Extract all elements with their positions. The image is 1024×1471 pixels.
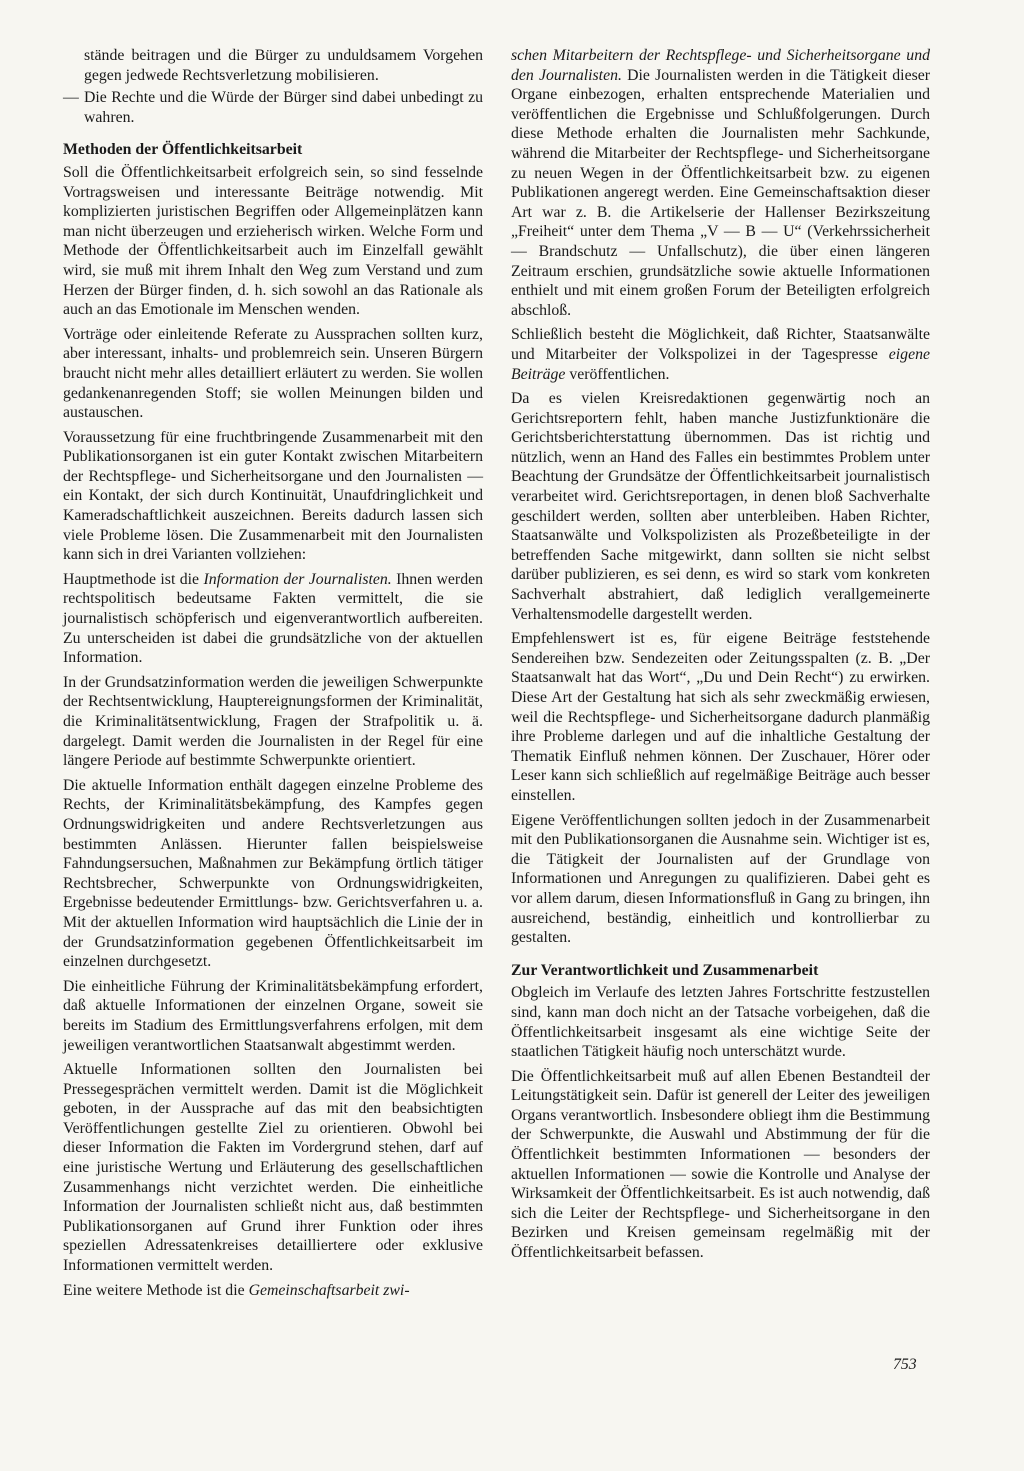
bullet-text: Die Rechte und die Würde der Bürger sind dabei unbedingt zu wahren. (84, 89, 483, 126)
paragraph: Vorträge oder einleitende Referate zu Aussprachen sollten kurz, aber interessant, inhalts- und problemreich sein. Unseren Bürgern braucht nicht mehr alles detailliert erläutert zu werden. Sie wollen gedankenanregenden Stoff; sie wollen Meinungen bilden und austauschen. (63, 325, 483, 422)
paragraph: Aktuelle Informationen sollten den Journalisten bei Pressegesprächen vermittelt werden. Damit ist die Möglichkeit geboten, in der Aussprache auf das mit den beabsichtigten Veröffentlichungen gestellte Ziel zu orientieren. Obwohl bei dieser Information die Fakten im Vordergrund stehen, darf auf eine juristische Wertung und Erläuterung des gesellschaftlichen Zusammenhangs nicht verzichtet werden. Die einheitliche Information der Journalisten schließt nicht aus, daß bestimmten Publikationsorganen auf Grund ihrer Funktion oder ihres speziellen Adressatenkreises detailliertere oder exklusive Informationen vermittelt werden. (63, 1061, 483, 1275)
paragraph: In der Grundsatzinformation werden die jeweiligen Schwerpunkte der Rechtsentwicklung, Hauptereignungsformen der Kriminalität, die Kriminalitätsentwicklung, Fragen der Strafpolitik u. ä. dargelegt. Damit werden die Journalisten in der Regel für eine längere Periode auf bestimmte Schwerpunkte orientiert. (63, 673, 483, 770)
paragraph: Die aktuelle Information enthält dagegen einzelne Probleme des Rechts, der Kriminalitätsbekämpfung, des Kampfes gegen Ordnungswidrigkeiten und andere Rechtsverletzungen aus bestimmten Anlässen. Hierunter fallen beispielsweise Fahndungsersuchen, Maßnahmen zur Bekämpfung örtlich tätiger Rechtsbrecher, Schwerpunkte von Ordnungswidrigkeiten, Ergebnisse bedeutender Ermittlungs- bzw. Gerichtsverfahren u. a. Mit der aktuellen Information wird hauptsächlich die Linie der in der Grundsatzinformation gegebenen Öffentlichkeitsarbeit im einzelnen durchgesetzt. (63, 776, 483, 971)
dash-marker: — (63, 89, 79, 107)
section-heading-methods: Methoden der Öffentlichkeitsarbeit (63, 141, 303, 159)
text-run: Schließlich besteht die Möglichkeit, daß Richter, Staatsanwälte und Mitarbeiter der Volkspolizei in der Tagespresse (511, 326, 930, 363)
paragraph: Soll die Öffentlichkeitsarbeit erfolgreich sein, so sind fesselnde Vortragsweisen und interessante Beiträge notwendig. Mit komplizierten juristischen Begriffen oder Allgemeinplätzen kann man nicht überzeugen und erzieherisch wirken. Welche Form und Methode der Öffentlichkeitsarbeit auch im Einzelfall gewählt wird, sie muß mit ihrem Inhalt den Weg zum Verstand und zum Herzen der Bürger finden, d. h. sich sowohl an das Rationale als auch an das Emotionale im Menschen wenden. (63, 163, 483, 319)
text-run: Ihnen werden rechtspolitisch bedeutsame Fakten vermittelt, die sie journalistisch schöpferisch und eigenverantwortlich aufbereiten. Zu unterscheiden ist dabei die grundsätzliche von der aktuellen Information. (63, 570, 484, 667)
emphasis: Information der Journalisten. (203, 570, 392, 588)
paragraph: Obgleich im Verlaufe des letzten Jahres Fortschritte festzustellen sind, kann man doch nicht an der Tatsache vorbeigehen, daß die Öffentlichkeitsarbeit insgesamt als eine wichtige Seite der staatlichen Tätigkeit häufig noch unterschätzt wurde. (511, 984, 930, 1061)
bullet-item (63, 46, 483, 85)
emphasis: schen Mitarbeitern der Rechtspflege- und Sicherheitsorgane und den Journalisten. (511, 47, 930, 84)
text-run: Die Journalisten werden in die Tätigkeit dieser Organe einbezogen, erhalten entsprechende Materialien und veröffentlichen die Ergebnisse und Schlußfolgerungen. Durch diese Methode erhalten die Journalisten mehr Sachkunde, während die Mitarbeiter der Rechtspflege- und Sicherheitsorgane zu neuen Wegen in der Öffentlichkeitsarbeit bzw. zu eigenen Publikationen angeregt werden. Eine Gemeinschaftsaktion dieser Art war z. B. die Artikelserie der Hallenser Bezirkszeitung „Freiheit“ unter dem Thema „V — B — U“ (Verkehrssicherheit — Brandschutz — Unfallschutz), die über einen längeren Zeitraum erschien, grundsätzliche sowie aktuelle Informationen enthielt und mit einem großen Forum der Beteiligten erfolgreich abschloß. (511, 66, 930, 319)
emphasis: Gemeinschaftsarbeit zwi- (248, 1281, 410, 1299)
text-run: Eine weitere Methode ist die (63, 1281, 249, 1299)
emphasis: eigene Beiträge (511, 345, 930, 383)
text-run: veröffentlichen. (565, 365, 670, 383)
section-heading-responsibility: Zur Verantwortlichkeit und Zusammenarbeit (511, 961, 819, 979)
paragraph: Die einheitliche Führung der Kriminalitätsbekämpfung erfordert, daß aktuelle Informationen der einzelnen Organe, soweit sie bereits im Stadium des Ermittlungsverfahrens erfolgen, mit dem jeweiligen verantwortlichen Staatsanwalt abgestimmt werden. (63, 977, 483, 1054)
bullet-list (63, 46, 483, 127)
page-number: 753 (893, 1356, 917, 1373)
bullet-text: stände beitragen und die Bürger zu unduldsamem Vorgehen gegen jedwede Rechtsverletzung mobilisieren. (84, 47, 483, 84)
text-run: Hauptmethode ist die (63, 570, 204, 588)
paragraph (63, 1281, 483, 1301)
paragraph: Die Öffentlichkeitsarbeit muß auf allen Ebenen Bestandteil der Leitungstätigkeit sein. Dafür ist generell der Leiter des jeweiligen Organs verantwortlich. Insbesondere obliegt ihm die Bestimmung der Schwerpunkte, die Auswahl und Abstimmung der für die Öffentlichkeit bestimmten Informationen — besonders der aktuellen Informationen — sowie die Kontrolle und Analyse der Wirksamkeit der Öffentlichkeitsarbeit. Es ist auch notwendig, daß sich die Leiter der Rechtspflege- und Sicherheitsorgane in den Bezirken und Kreisen gemeinsam regelmäßig mit der Öffentlichkeitsarbeit befassen. (511, 1067, 930, 1262)
paragraph (511, 46, 930, 320)
paragraph (511, 325, 930, 384)
paragraph (63, 570, 483, 668)
paragraph: Eigene Veröffentlichungen sollten jedoch in der Zusammenarbeit mit den Publikationsorganen die Ausnahme sein. Wichtiger ist es, die Tätigkeit der Journalisten auf der Grundlage von Informationen und Anregungen zu qualifizieren. Dabei geht es vor allem darum, diesen Informationsfluß in Gang zu bringen, ihn ausreichend, beständig, einheitlich und kontrollierbar zu gestalten. (511, 811, 930, 947)
paragraph: Da es vielen Kreisredaktionen gegenwärtig noch an Gerichtsreportern fehlt, haben manche Justizfunktionäre die Gerichtsberichterstattung übernommen. Das ist richtig und nützlich, wenn an Hand des Falles ein bestimmtes Problem unter Beachtung der Grundsätze der Öffentlichkeitsarbeit journalistisch verarbeitet wird. Gerichtsreportagen, in denen bloß Sachverhalte geschildert werden, sollten aber unterbleiben. Haben Richter, Staatsanwälte und Volkspolizisten als Prozeßbeteiligte in der betreffenden Sache mitgewirkt, dann sollten sie nicht selbst darüber publizieren, es sei denn, es wird so stark vom konkreten Sachverhalt abstrahiert, daß lediglich verallgemeinerte Verhaltensmodelle dargestellt werden. (511, 390, 930, 623)
right-column (511, 46, 930, 1268)
paragraph: Empfehlenswert ist es, für eigene Beiträge feststehende Sendereihen bzw. Sendezeiten oder Zeitungsspalten (z. B. „Der Staatsanwalt hat das Wort“, „Du und Dein Recht“) zu erwirken. Diese Art der Gestaltung hat sich als sehr zweckmäßig erwiesen, weil die Rechtspflege- und Sicherheitsorgane dadurch planmäßig ihre Probleme darlegen und auf die inhaltliche Gestaltung der Thematik Einfluß nehmen können. Der Zuschauer, Hörer oder Leser kann sich schließlich auf regelmäßige Beiträge auch besser einstellen. (511, 630, 930, 804)
paragraph: Voraussetzung für eine fruchtbringende Zusammenarbeit mit den Publikationsorganen ist ein guter Kontakt zwischen Mitarbeitern der Rechtspflege- und Sicherheitsorgane und den Journalisten — ein Kontakt, der sich durch Kontinuität, Unaufdringlichkeit und Kameradschaftlichkeit auszeichnen. Bereits dadurch lassen sich viele Probleme lösen. Die Zusammenarbeit mit den Journalisten kann sich in drei Varianten vollziehen: (63, 428, 483, 564)
left-column (63, 46, 483, 1305)
bullet-item (63, 88, 483, 127)
